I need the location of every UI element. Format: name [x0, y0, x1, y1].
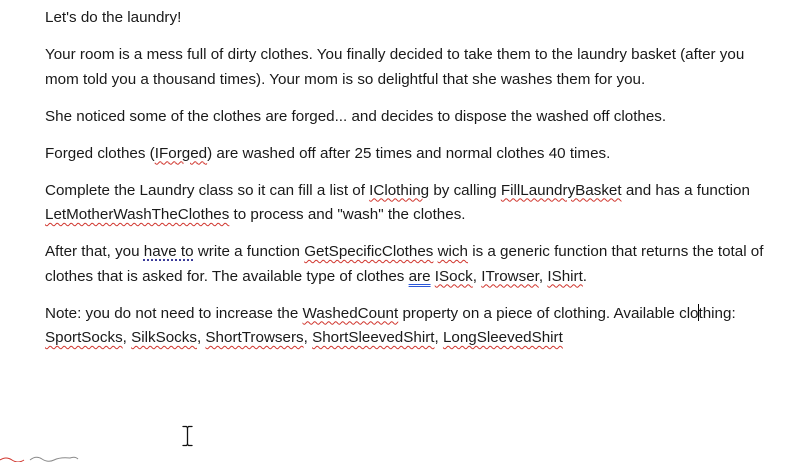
paragraph-specific-clothes	[45, 240, 770, 289]
text-run: ,	[122, 329, 132, 346]
grammar-flag-are[interactable]: are	[408, 267, 431, 285]
text-run: Note: you do not need to increase the	[45, 304, 303, 322]
heading-paragraph	[45, 6, 770, 31]
paragraph-wash-counts	[45, 142, 770, 167]
clipped-next-line-fragment	[0, 448, 90, 462]
text-run: ,	[434, 329, 443, 346]
spelling-flag-silksocks[interactable]: SilkSocks	[131, 329, 197, 346]
text-run: ,	[196, 329, 206, 346]
text-run: ,	[472, 267, 482, 285]
spelling-flag-longsleevedshirt[interactable]: LongSleevedShirt	[442, 329, 563, 346]
text-run: Complete the Laundry class so it can fill a list of	[45, 181, 370, 199]
spelling-flag-wich[interactable]: wich	[437, 243, 468, 260]
text-run: write a function	[193, 243, 305, 260]
spelling-flag-washedcount[interactable]: WashedCount	[302, 304, 399, 322]
text-run: ,	[538, 267, 548, 285]
text-run: After that, you	[45, 243, 144, 260]
spelling-flag-letmotherwashtheclothes[interactable]: LetMotherWashTheClothes	[45, 206, 230, 223]
text-run: is a generic function that returns the total of clothes that is asked for. The available type of clothes	[45, 243, 764, 285]
spelling-flag-iforged[interactable]: IForged	[154, 144, 208, 162]
heading-text: Let's do the laundry!	[45, 9, 182, 26]
i-beam-cursor-icon	[181, 425, 194, 447]
text-run: .	[582, 267, 588, 285]
spelling-flag-shortsleevedshirt[interactable]: ShortSleevedShirt	[312, 329, 435, 346]
spelling-flag-isock[interactable]: ISock	[434, 267, 473, 285]
paragraph-available-clothing	[45, 302, 770, 351]
text-run: to process and "wash" the clothes.	[229, 206, 466, 223]
text-run: thing:	[698, 304, 736, 322]
spelling-flag-getspecificclothes[interactable]: GetSpecificClothes	[304, 243, 434, 260]
text-run: ) are washed off after 25 times and normal clothes 40 times.	[207, 144, 611, 162]
text-run: by calling	[429, 181, 501, 199]
paragraph-laundry-class	[45, 179, 770, 228]
paragraph-forged-notice: She noticed some of the clothes are forged... and decides to dispose the washed off clothes.	[45, 107, 667, 125]
spelling-flag-shorttrowsers[interactable]: ShortTrowsers	[205, 329, 304, 346]
text-run: Forged clothes (	[45, 144, 155, 162]
spelling-flag-filllaundrybasket[interactable]: FillLaundryBasket	[500, 181, 622, 199]
clarity-flag-have-to[interactable]: have to	[143, 243, 194, 260]
text-run: and has a function	[621, 181, 750, 199]
text-run: property on a piece of clothing. Available	[398, 304, 680, 322]
spelling-flag-sportsocks[interactable]: SportSocks	[45, 329, 123, 346]
text-run: ,	[303, 329, 313, 346]
paragraph-intro: Your room is a mess full of dirty clothes. You finally decided to take them to the laundry basket (after you mom told you a thousand times). Your mom is so delightful that she washes them for you.	[45, 46, 745, 88]
spelling-flag-itrowser[interactable]: ITrowser	[481, 267, 539, 285]
document-body[interactable]	[45, 6, 770, 363]
spelling-flag-ishirt[interactable]: IShirt	[547, 267, 583, 285]
spelling-flag-iclothing[interactable]: IClothing	[369, 181, 430, 199]
text-run: clo	[679, 304, 699, 322]
